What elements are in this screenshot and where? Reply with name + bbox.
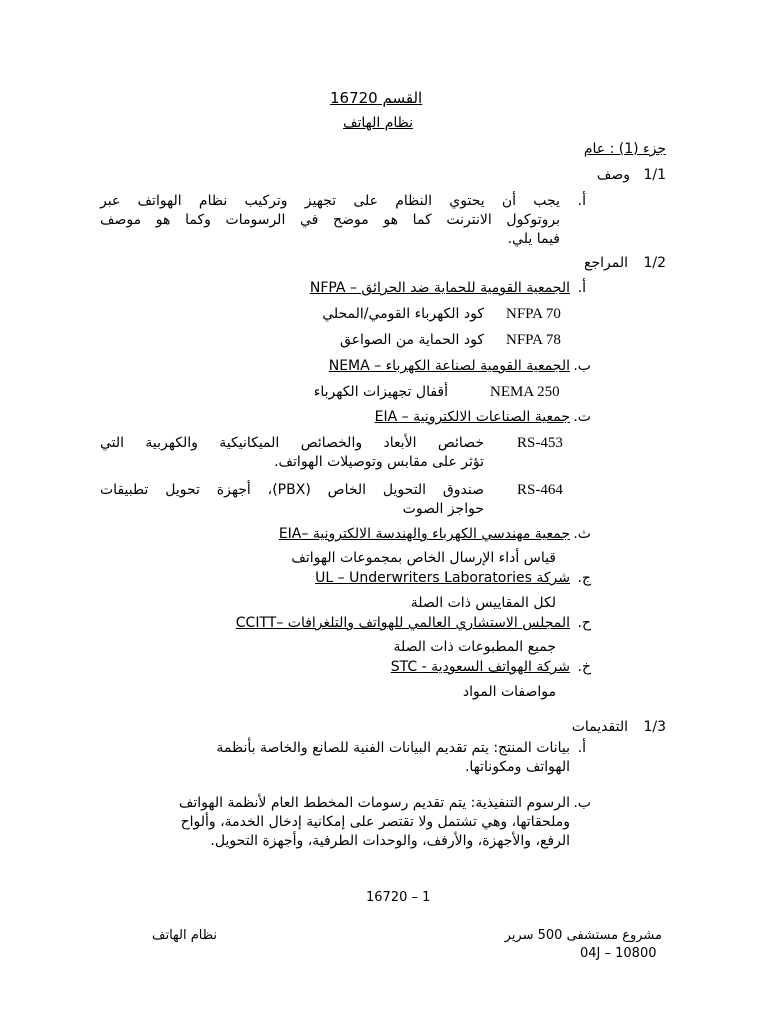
reference-title-nfpa: الجمعية القومية للحماية ضد الحرائق – NFPA bbox=[309, 280, 570, 296]
item-marker: ح. bbox=[577, 615, 591, 631]
subsection-1-1-title: وصف bbox=[596, 167, 630, 183]
item-marker: ت. bbox=[573, 409, 591, 425]
reference-desc: كود الكهرباء القومي/المحلي bbox=[322, 306, 484, 322]
footer-code: 04J – 10800 bbox=[580, 946, 657, 961]
submittal-line: بيانات المنتج: يتم تقديم البيانات الفنية للصانع والخاصة بأنظمة bbox=[216, 740, 570, 756]
reference-desc-line: خصائص الأبعاد والخصائص الميكانيكية والكهربية التي bbox=[100, 435, 484, 451]
reference-desc: أقفال تجهيزات الكهرباء bbox=[313, 384, 448, 400]
page-number: 16720 – 1 bbox=[366, 890, 431, 905]
reference-code: NEMA 250 bbox=[490, 384, 560, 400]
item-marker: أ. bbox=[577, 740, 586, 756]
submittal-line: الرفع، والأجهزة، والأرفف، والوحدات الطرفية، وأجهزة التحويل. bbox=[210, 833, 570, 849]
reference-desc: كود الحماية من الصواعق bbox=[339, 332, 484, 348]
reference-code: NFPA 78 bbox=[506, 332, 561, 348]
reference-title-eia: جمعية الصناعات الالكترونية – EIA bbox=[374, 409, 570, 425]
subsection-1-2-number: 1/2 bbox=[643, 255, 666, 271]
reference-desc: مواصفات المواد bbox=[462, 684, 556, 700]
reference-desc-line: تؤثر على مقابس وتوصيلات الهواتف. bbox=[274, 454, 484, 470]
submittal-line: الرسوم التنفيذية: يتم تقديم رسومات المخطط العام لأنظمة الهواتف bbox=[178, 795, 570, 811]
reference-code: RS-464 bbox=[517, 482, 563, 498]
item-marker: ب. bbox=[573, 795, 591, 811]
submittal-line: وملحقاتها، وهي تشتمل ولا تقتصر على إمكانية إدخال الخدمة، وألواح bbox=[180, 814, 570, 830]
item-marker: ج. bbox=[577, 570, 591, 586]
reference-title-ul: شركة UL – Underwriters Laboratories bbox=[315, 570, 570, 586]
footer-doc-title: نظام الهاتف bbox=[152, 928, 218, 943]
section-title: القسم 16720 bbox=[330, 89, 423, 107]
item-marker: أ. bbox=[577, 193, 586, 209]
reference-code: RS-453 bbox=[517, 435, 563, 451]
reference-title-nema: الجمعية القومية لصناعة الكهرباء – NEMA bbox=[328, 358, 570, 374]
reference-title-ccitt: المجلس الاستشاري العالمي للهواتف والتلغرافات –CCITT bbox=[235, 615, 570, 631]
reference-desc: جميع المطبوعات ذات الصلة bbox=[393, 639, 556, 655]
reference-title-stc: شركة الهواتف السعودية - STC bbox=[390, 659, 570, 675]
footer-project: مشروع مستشفى 500 سرير bbox=[504, 928, 662, 943]
part-heading: جزء (1) : عام bbox=[583, 141, 666, 157]
subsection-1-3-title: التقديمات bbox=[571, 719, 628, 735]
item-marker: ب. bbox=[573, 358, 591, 374]
reference-desc-line: صندوق التحويل الخاص (PBX)، أجهزة تحويل تطبيقات bbox=[100, 482, 484, 498]
description-line: يجب أن يحتوي النظام على تجهيز وتركيب نظام الهواتف عبر bbox=[100, 193, 560, 209]
reference-title-ieee: جمعية مهندسي الكهرباء والهندسة الالكترونية –EIA bbox=[278, 526, 570, 542]
submittal-line: الهواتف ومكوناتها. bbox=[464, 759, 570, 775]
item-marker: خ. bbox=[577, 659, 591, 675]
reference-desc-line: حواجز الصوت bbox=[402, 501, 484, 517]
reference-code: NFPA 70 bbox=[506, 306, 561, 322]
item-marker: أ. bbox=[577, 280, 586, 296]
document-title: نظام الهاتف bbox=[343, 115, 414, 131]
subsection-1-1-number: 1/1 bbox=[643, 167, 666, 183]
description-line: فيما يلي. bbox=[507, 231, 560, 247]
description-line: بروتوكول الانترنت كما هو موضح في الرسومات وكما هو موصف bbox=[100, 212, 560, 228]
item-marker: ث. bbox=[573, 526, 591, 542]
reference-desc: قياس أداء الإرسال الخاص بمجموعات الهواتف bbox=[291, 550, 556, 566]
subsection-1-3-number: 1/3 bbox=[643, 719, 666, 735]
reference-desc: لكل المقاييس ذات الصلة bbox=[410, 595, 556, 611]
subsection-1-2-title: المراجع bbox=[584, 255, 628, 271]
